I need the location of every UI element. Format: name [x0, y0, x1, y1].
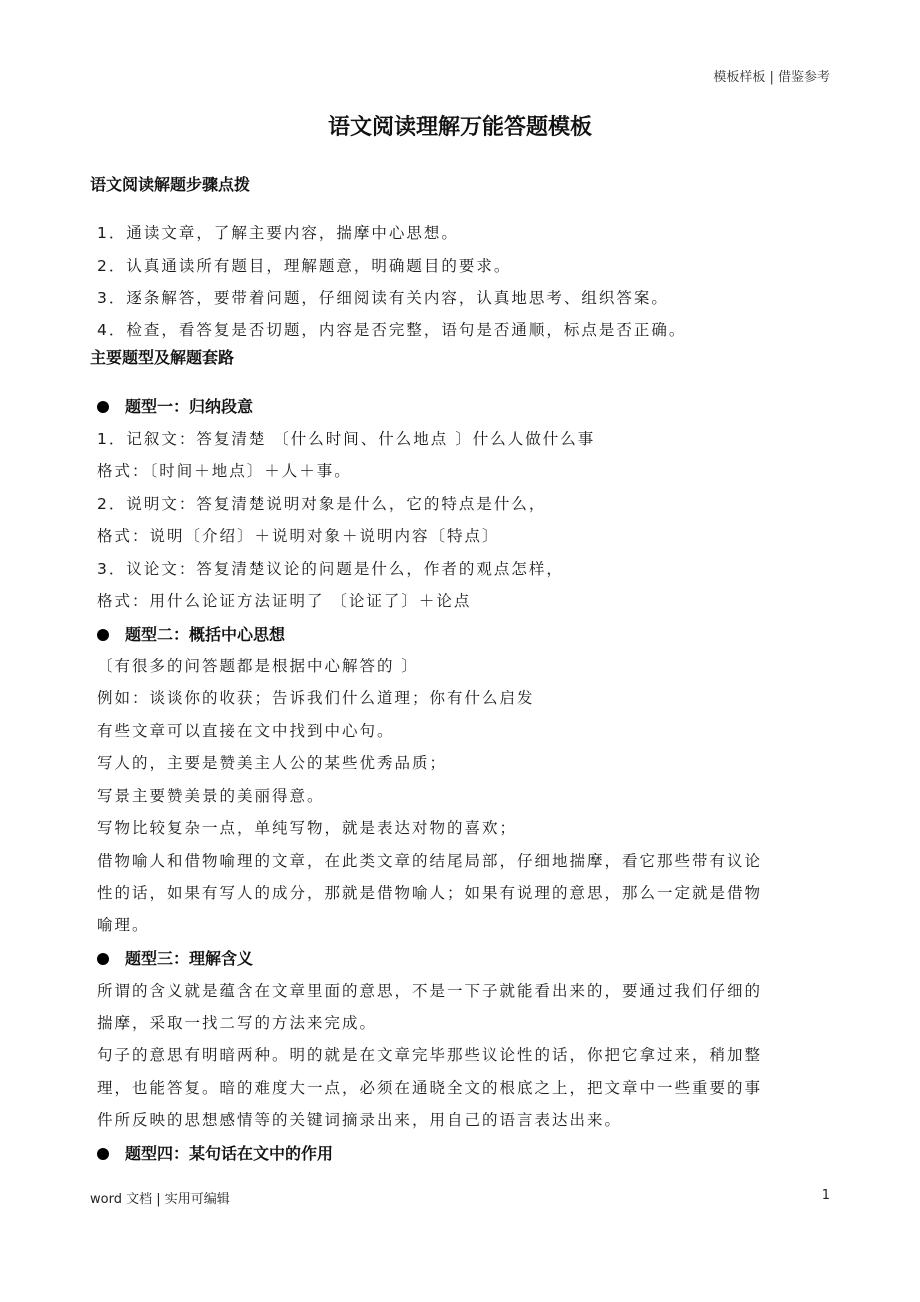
body-line: 有些文章可以直接在文中找到中心句。 [97, 722, 395, 740]
question-type-heading: 题型一：归纳段意 [97, 394, 253, 417]
step-line: 4．检查，看答复是否切题，内容是否完整，语句是否通顺，标点是否正确。 [97, 321, 687, 339]
body-line: 格式：用什么论证方法证明了 〔论证了〕＋论点 [97, 592, 472, 610]
step-line: 1．通读文章，了解主要内容，揣摩中心思想。 [97, 224, 459, 242]
question-type-heading: 题型三：理解含义 [97, 946, 253, 969]
document-title: 语文阅读理解万能答题模板 [327, 115, 592, 140]
page-footer: word 文档 | 实用可编辑 [90, 1192, 230, 1207]
body-line: 件所反映的思想感情等的关键词摘录出来，用自己的语言表达出来。 [97, 1111, 623, 1129]
section-heading-types: 主要题型及解题套路 [90, 348, 235, 367]
body-line: 1．记叙文：答复清楚 〔什么时间、什么地点 〕什么人做什么事 [97, 430, 596, 448]
page-number: 1 [821, 1188, 830, 1203]
bullet-icon [97, 629, 109, 641]
body-line: 理，也能答复。暗的难度大一点，必须在通晓全文的根底之上，把文章中一些重要的事 [97, 1079, 763, 1097]
step-line: 3．逐条解答，要带着问题，仔细阅读有关内容，认真地思考、组织答案。 [97, 289, 669, 307]
body-line: 揣摩，采取一找二写的方法来完成。 [97, 1014, 378, 1032]
body-line: 写人的，主要是赞美主人公的某些优秀品质； [97, 754, 448, 772]
body-line: 格式：〔时间＋地点〕＋人＋事。 [97, 462, 352, 480]
page-header: 模板样板 | 借鉴参考 [713, 70, 830, 85]
body-line: 性的话，如果有写人的成分，那就是借物喻人；如果有说理的意思，那么一定就是借物 [97, 884, 763, 902]
question-type-heading: 题型二：概括中心思想 [97, 622, 285, 645]
body-line: 例如：谈谈你的收获；告诉我们什么道理；你有什么启发 [97, 689, 535, 707]
bullet-icon [97, 1148, 109, 1160]
body-line: 格式：说明〔介绍〕＋说明对象＋说明内容〔特点〕 [97, 527, 500, 545]
body-line: 句子的意思有明暗两种。明的就是在文章完毕那些议论性的话，你把它拿过来，稍加整 [97, 1046, 763, 1064]
bullet-icon [97, 401, 109, 413]
body-line: 〔有很多的问答题都是根据中心解答的 〕 [97, 657, 419, 675]
bullet-icon [97, 953, 109, 965]
step-line: 2．认真通读所有题目，理解题意，明确题目的要求。 [97, 257, 512, 275]
body-line: 3．议论文：答复清楚议论的问题是什么，作者的观点怎样， [97, 560, 564, 578]
body-line: 喻理。 [97, 916, 150, 934]
body-line: 借物喻人和借物喻理的文章，在此类文章的结尾局部，仔细地揣摩，看它那些带有议论 [97, 852, 763, 870]
body-line: 所谓的含义就是蕴含在文章里面的意思，不是一下子就能看出来的，要通过我们仔细的 [97, 982, 763, 1000]
section-heading-steps: 语文阅读解题步骤点拨 [90, 175, 251, 194]
body-line: 2．说明文：答复清楚说明对象是什么，它的特点是什么， [97, 495, 547, 513]
body-line: 写景主要赞美景的美丽得意。 [97, 787, 325, 805]
question-type-heading: 题型四：某句话在文中的作用 [97, 1141, 333, 1164]
body-line: 写物比较复杂一点，单纯写物，就是表达对物的喜欢； [97, 819, 518, 837]
